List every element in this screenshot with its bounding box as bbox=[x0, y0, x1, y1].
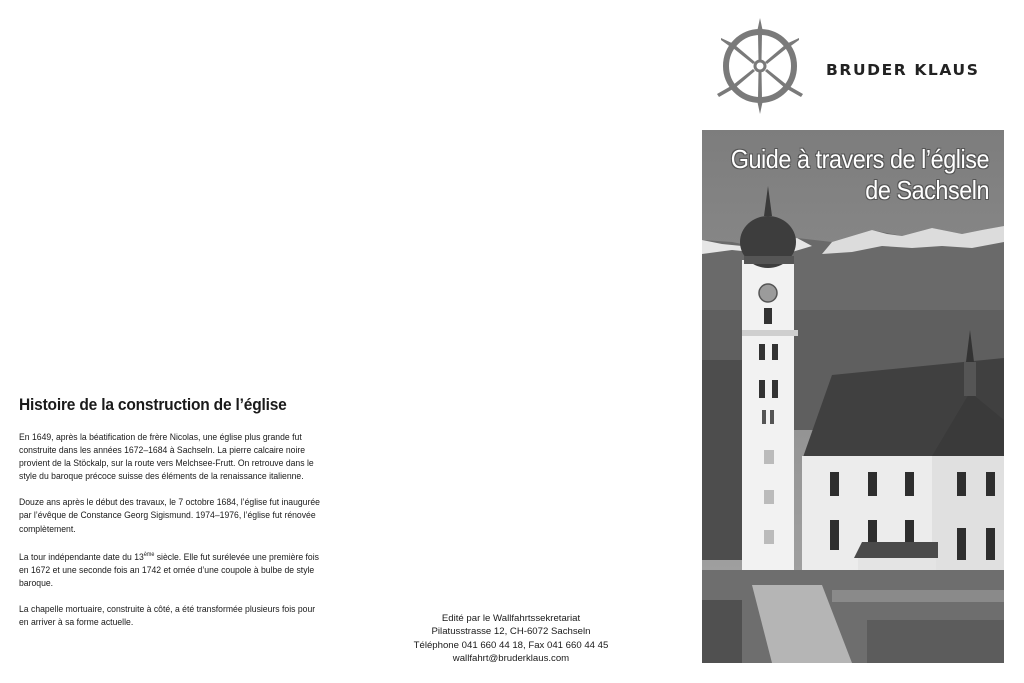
history-paragraph-3 bbox=[19, 549, 323, 590]
history-text bbox=[19, 431, 323, 629]
cover-title-line-1: Guide à travers de l’église bbox=[730, 144, 989, 174]
church-photo bbox=[702, 130, 1004, 663]
imprint-email: wallfahrt@bruderklaus.com bbox=[452, 652, 570, 664]
imprint bbox=[400, 612, 622, 665]
tower-text-before: La tour indépendante date du 13 bbox=[19, 551, 144, 563]
history-paragraph-4: La chapelle mortuaire, construite à côté, a été transformée plusieurs fois pour en arriver à sa forme actuelle. bbox=[19, 604, 316, 629]
history-paragraph-1: En 1649, après la béatification de frère Nicolas, une église plus grande fut construite dans les années 1672–1684 à Sachseln. La pierre calcaire noire provient de la Stöckalp, sur la route vers Melchsee-Frutt. On retrouve dans le style du baroque précoce suisse des éléments de la renaissance italienne. bbox=[19, 432, 314, 483]
church-illustration bbox=[702, 130, 1004, 663]
imprint-publisher: Edité par le Wallfahrtssekretariat bbox=[441, 613, 581, 624]
history-title: Histoire de la construction de l’église bbox=[19, 396, 287, 414]
tower-text-sup: ème bbox=[143, 551, 155, 558]
cover-title bbox=[731, 144, 989, 206]
imprint-phone: Téléphone 041 660 44 18, Fax 041 660 44 45 bbox=[413, 639, 609, 651]
cover-title-line-2: de Sachseln bbox=[865, 175, 989, 205]
imprint-address: Pilatusstrasse 12, CH-6072 Sachseln bbox=[431, 626, 591, 638]
brand-name: BRUDER KLAUS bbox=[826, 61, 980, 79]
wheel-logo-icon bbox=[713, 18, 807, 114]
history-paragraph-2: Douze ans après le début des travaux, le 7 octobre 1684, l’église fut inaugurée par l’évêque de Constance Georg Sigismund. 1974–1976, l’église fut rénovée complètement. bbox=[19, 497, 320, 535]
tower-text-after: siècle. Elle fut surélevée une première fois en 1672 et une seconde fois an 1742 et ornée d’une coupole à bulbe de style baroque. bbox=[19, 551, 319, 590]
